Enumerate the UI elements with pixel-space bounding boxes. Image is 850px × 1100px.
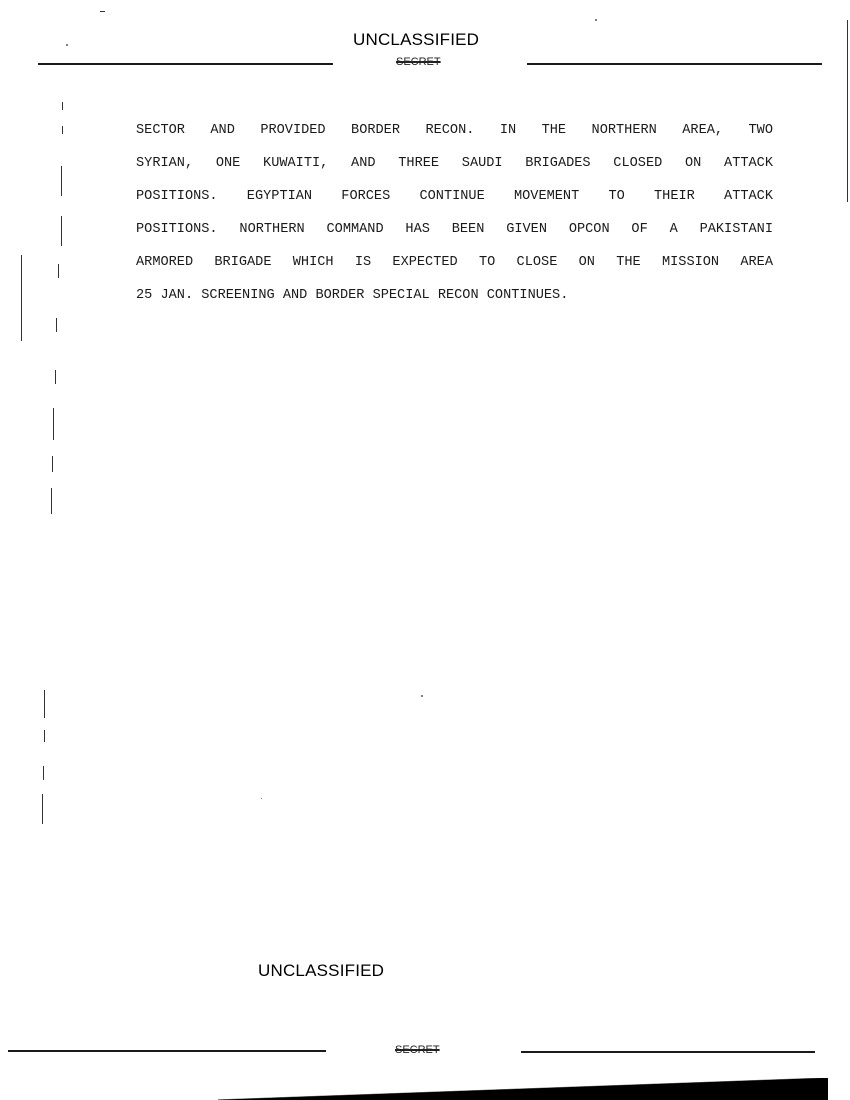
document-body	[136, 114, 773, 312]
margin-mark	[51, 488, 52, 514]
header-rule-left	[38, 63, 333, 65]
footer-struck-marking: SECRET	[395, 1044, 440, 1056]
footer-rule-right	[521, 1051, 815, 1053]
scan-speck	[421, 695, 423, 697]
scan-edge-line-left	[21, 255, 22, 341]
body-line-6: 25 JAN. SCREENING AND BORDER SPECIAL RECON CONTINUES.	[136, 288, 569, 303]
body-line-5: ARMORED BRIGADE WHICH IS EXPECTED TO CLOSE ON THE MISSION AREA	[136, 255, 773, 270]
body-line-4: POSITIONS. NORTHERN COMMAND HAS BEEN GIVEN OPCON OF A PAKISTANI	[136, 222, 773, 237]
footer-rule-left	[8, 1050, 326, 1052]
margin-mark	[43, 766, 44, 780]
margin-mark	[44, 690, 45, 718]
body-line-3: POSITIONS. EGYPTIAN FORCES CONTINUE MOVEMENT TO THEIR ATTACK	[136, 189, 773, 204]
margin-mark	[62, 102, 63, 110]
scan-speck	[595, 19, 597, 21]
body-line-1: SECTOR AND PROVIDED BORDER RECON. IN THE NORTHERN AREA, TWO	[136, 123, 773, 138]
scan-speck	[261, 798, 262, 799]
scan-edge-shadow	[218, 1078, 828, 1100]
header-classification-marking: UNCLASSIFIED	[353, 30, 480, 49]
margin-mark	[55, 370, 56, 384]
body-line-2: SYRIAN, ONE KUWAITI, AND THREE SAUDI BRIGADES CLOSED ON ATTACK	[136, 156, 773, 171]
margin-mark	[42, 794, 43, 824]
scan-speck-top	[100, 11, 105, 12]
scan-edge-line-right	[847, 20, 848, 202]
header-struck-marking: SECRET	[396, 56, 441, 68]
footer-classification-marking: UNCLASSIFIED	[258, 961, 385, 980]
header-rule-right	[527, 63, 822, 65]
margin-mark	[61, 216, 62, 246]
margin-mark	[56, 318, 57, 332]
margin-mark	[52, 456, 53, 472]
scan-speck	[66, 44, 68, 46]
margin-mark	[44, 730, 45, 742]
margin-mark	[53, 408, 54, 440]
margin-mark	[58, 264, 59, 278]
margin-mark	[61, 166, 62, 196]
margin-mark	[62, 126, 63, 134]
